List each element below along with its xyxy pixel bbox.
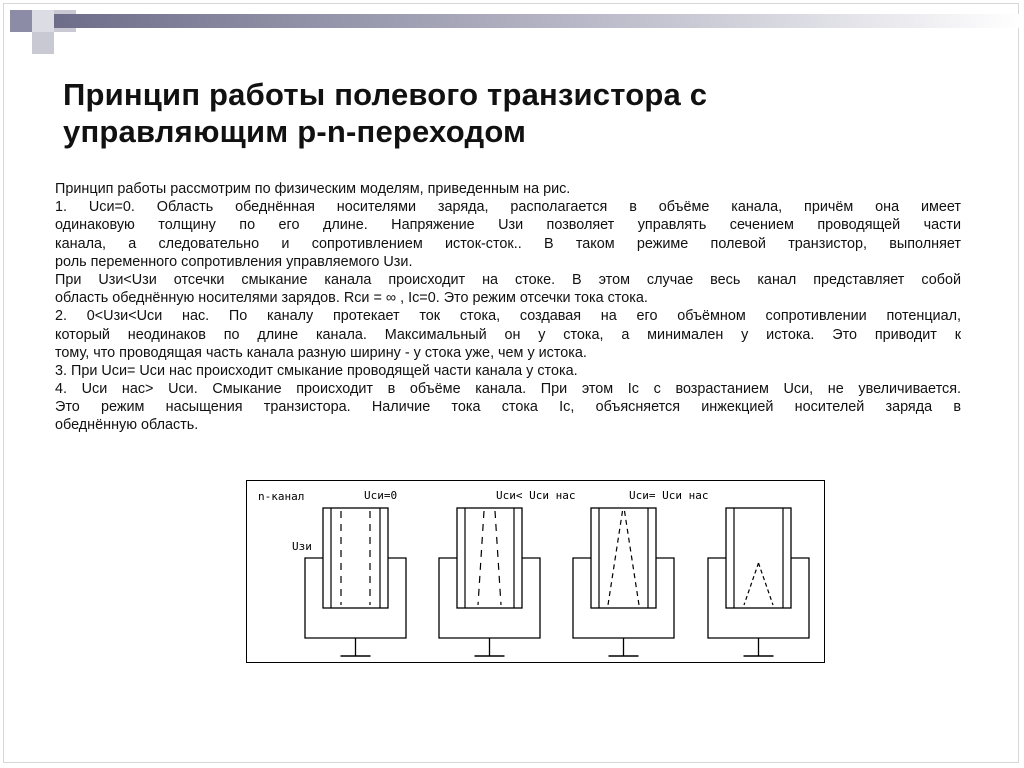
paragraph-line: 4. Uси нас> Uси. Смыкание происходит в объёме канала. При этом Ic с возрастанием Uси, не увеличивается. <box>55 381 961 398</box>
transistor-figure <box>246 480 825 663</box>
gate-circuit <box>439 558 540 638</box>
panel2-label: Uси< Uси нас <box>496 489 576 502</box>
uzi-label: Uзи <box>292 540 312 553</box>
channel-block <box>591 508 656 608</box>
paragraph-line: тому, что проводящая часть канала разную ширину - у стока уже, чем у истока. <box>55 344 587 361</box>
panel1-label: Uси=0 <box>364 489 398 502</box>
deco-square-1 <box>10 10 32 32</box>
deco-gradient-bar <box>54 14 1024 28</box>
slide-title <box>63 76 963 150</box>
paragraph-line: Принцип работы рассмотрим по физическим моделям, приведенным на рис. <box>55 181 571 197</box>
body-text <box>55 180 961 435</box>
paragraph-line: 3. При Uси= Uси нас происходит смыкание проводящей части канала у стока. <box>55 362 578 379</box>
paragraph-line: область обеднённую носителями зарядов. Rси = ∞ , Ic=0. Это режим отсечки тока стока. <box>55 290 648 307</box>
panel3-label: Uси= Uси нас <box>629 489 709 502</box>
deco-square-2 <box>32 32 54 54</box>
depletion-boundary <box>759 563 774 605</box>
channel-block <box>323 508 388 608</box>
gate-circuit <box>573 558 674 638</box>
paragraph-line: 1. Uси=0. Область обеднённая носителями заряда, располагается в объёме канала, причём она имеет <box>55 199 961 216</box>
channel-block <box>457 508 522 608</box>
depletion-boundary <box>608 511 623 605</box>
paragraph-line: роль переменного сопротивления управляемого Uзи. <box>55 253 413 270</box>
title-line-2: управляющим p-n-переходом <box>63 114 527 149</box>
paragraph-line: который неодинаков по длине канала. Максимальный он у стока, а минимален у истока. Это приводит к <box>55 326 961 343</box>
paragraph-line: 2. 0<Uзи<Uси нас. По каналу протекает ток стока, создавая на его объёмном сопротивлении потенциал, <box>55 308 961 325</box>
title-line-1: Принцип работы полевого транзистора с <box>63 77 708 112</box>
depletion-boundary <box>478 511 484 605</box>
depletion-boundary <box>625 511 640 605</box>
channel-block <box>726 508 791 608</box>
paragraph-line: При Uзи<Uзи отсечки смыкание канала происходит на стоке. В этом случае весь канал представляет собой <box>55 271 961 288</box>
depletion-boundary <box>495 511 501 605</box>
paragraph-line: канала, а следовательно и сопротивлением исток-сток.. В таком режиме полевой транзистор, выполняет <box>55 235 961 252</box>
paragraph-line: одинаковую толщину по его длине. Напряжение Uзи позволяет управлять сечением проводящей части <box>55 217 961 234</box>
paragraph-line: обеднённую область. <box>55 417 199 434</box>
channel-label: n-канал <box>258 490 305 503</box>
gate-circuit <box>708 558 809 638</box>
depletion-boundary <box>744 563 759 605</box>
header-decoration <box>0 0 1024 62</box>
paragraph-line: Это режим насыщения транзистора. Наличие тока стока Ic, объясняется инжекцией носителей заряда в <box>55 399 961 416</box>
deco-square-4 <box>32 10 54 32</box>
gate-circuit <box>305 558 406 638</box>
